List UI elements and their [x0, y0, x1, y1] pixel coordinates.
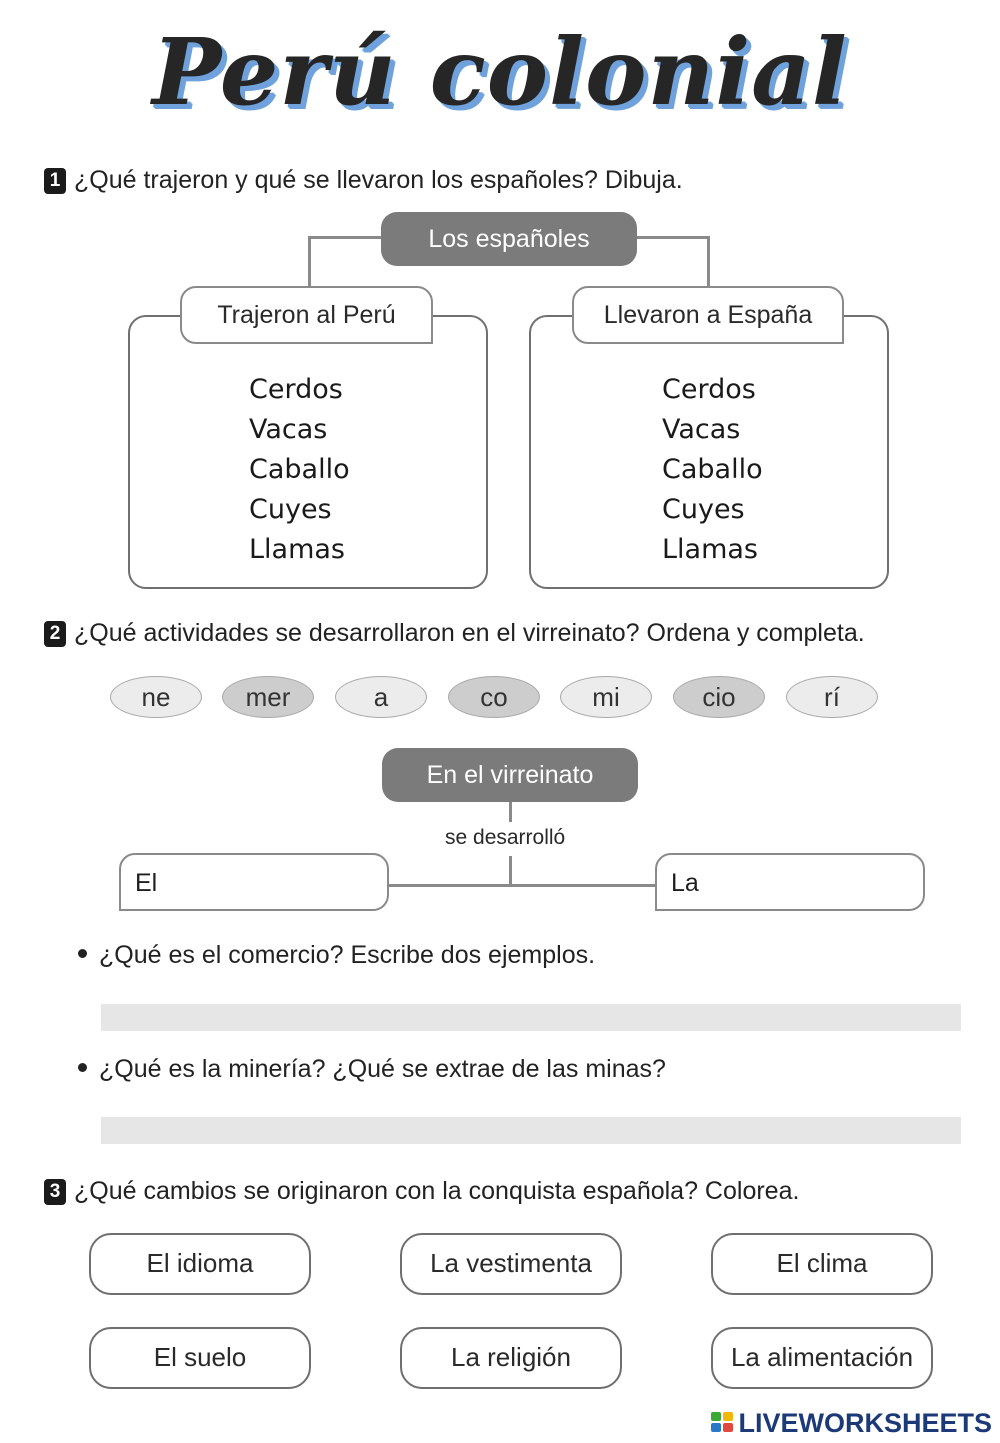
connector-label: se desarrolló: [445, 826, 566, 849]
connector-line: [509, 856, 512, 886]
question-number: 3: [44, 1179, 66, 1205]
syllable-chip[interactable]: cio: [673, 676, 765, 718]
bullet-question-text: ¿Qué es la minería? ¿Qué se extrae de las minas?: [99, 1055, 666, 1083]
connector-line: [509, 802, 512, 822]
question-3: [44, 1177, 799, 1206]
list-item: Vacas: [249, 414, 328, 445]
question-2: [44, 619, 865, 648]
liveworksheets-logo: [711, 1408, 992, 1439]
question-number: 2: [44, 621, 66, 647]
connector-line: [308, 236, 311, 286]
list-trajeron: [249, 370, 350, 570]
connector-line: [707, 236, 710, 286]
list-item: Cuyes: [662, 494, 745, 525]
question-3-text: ¿Qué cambios se originaron con la conquista española? Colorea.: [74, 1177, 800, 1205]
list-item: Llamas: [662, 534, 759, 565]
answer-input[interactable]: [101, 1117, 961, 1144]
bullet-question-1: [78, 941, 595, 970]
syllable-chip[interactable]: rí: [786, 676, 878, 718]
page-title: Perú colonial: [152, 18, 848, 126]
option-button[interactable]: El idioma: [89, 1233, 311, 1295]
list-item: Llamas: [249, 534, 346, 565]
bullet-icon: [78, 949, 87, 958]
answer-input[interactable]: [101, 1004, 961, 1031]
option-button[interactable]: El suelo: [89, 1327, 311, 1389]
question-number: 1: [44, 168, 66, 194]
list-item: Cuyes: [249, 494, 332, 525]
header-en-el-virreinato: En el virreinato: [382, 748, 638, 802]
list-item: Caballo: [662, 454, 763, 485]
tab-trajeron: Trajeron al Perú: [180, 286, 433, 344]
option-button[interactable]: La alimentación: [711, 1327, 933, 1389]
syllable-chip[interactable]: co: [448, 676, 540, 718]
question-1-text: ¿Qué trajeron y qué se llevaron los españoles? Dibuja.: [74, 166, 683, 194]
syllable-chip[interactable]: mer: [222, 676, 314, 718]
logo-icon: [711, 1412, 735, 1434]
list-item: Vacas: [662, 414, 741, 445]
syllable-chip[interactable]: ne: [110, 676, 202, 718]
question-2-text: ¿Qué actividades se desarrollaron en el virreinato? Ordena y completa.: [74, 619, 865, 647]
blank-right[interactable]: La: [655, 853, 925, 911]
blank-left[interactable]: El: [119, 853, 389, 911]
list-item: Cerdos: [662, 374, 756, 405]
bullet-question-2: [78, 1055, 666, 1084]
bullet-question-text: ¿Qué es el comercio? Escribe dos ejemplos.: [99, 941, 596, 969]
tab-llevaron: Llevaron a España: [572, 286, 844, 344]
bullet-icon: [78, 1063, 87, 1072]
list-item: Caballo: [249, 454, 350, 485]
header-los-espanoles: Los españoles: [381, 212, 637, 266]
syllable-chip[interactable]: mi: [560, 676, 652, 718]
list-llevaron: [662, 370, 763, 570]
syllable-chip[interactable]: a: [335, 676, 427, 718]
option-button[interactable]: El clima: [711, 1233, 933, 1295]
list-item: Cerdos: [249, 374, 343, 405]
option-button[interactable]: La religión: [400, 1327, 622, 1389]
connector-line: [388, 884, 656, 887]
question-1: [44, 166, 683, 195]
option-button[interactable]: La vestimenta: [400, 1233, 622, 1295]
logo-text: LIVEWORKSHEETS: [738, 1408, 992, 1438]
